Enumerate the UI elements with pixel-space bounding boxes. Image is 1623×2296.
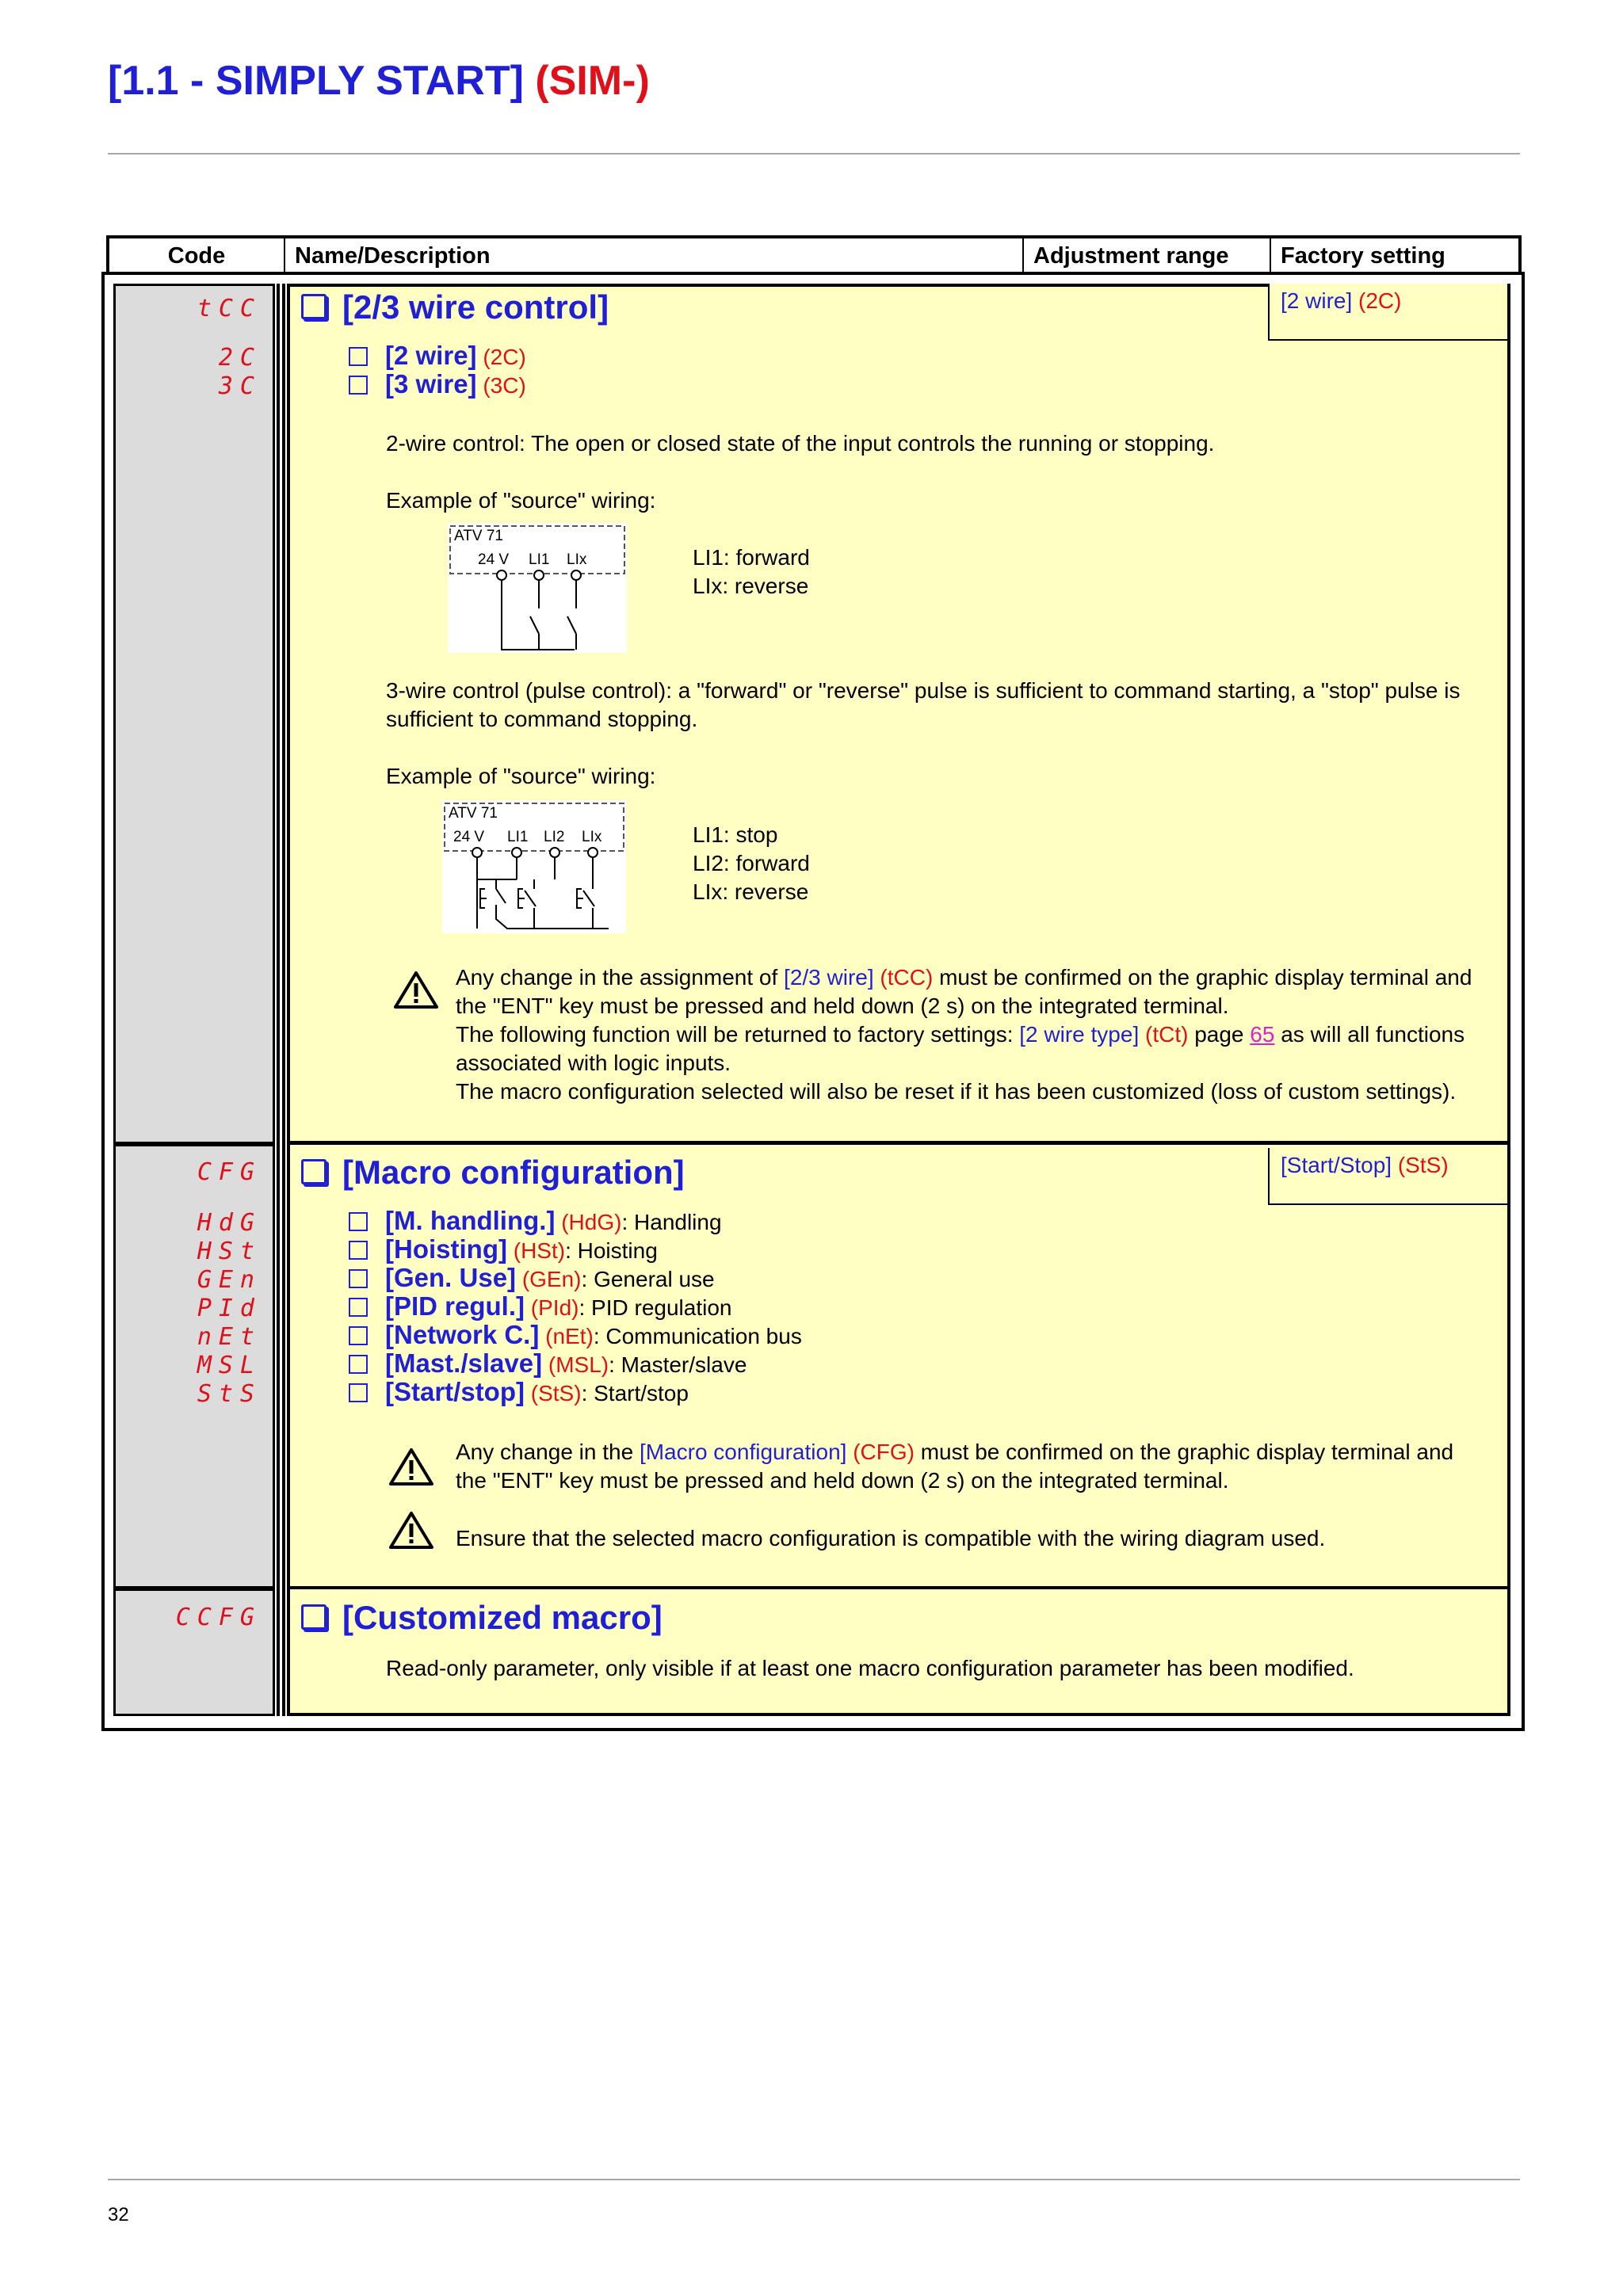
wiring1-legend-line: LIx: reverse — [693, 574, 809, 598]
option-abbr: (HdG) — [561, 1210, 622, 1234]
warning-code: (tCC) — [873, 965, 934, 990]
three-wire-description: 3-wire control (pulse control): a "forward" or "reverse" pulse is sufficient to command starting, a "stop" pulse is — [386, 678, 1461, 703]
ccfg-title-text: [Customized macro] — [342, 1599, 663, 1636]
tcc-factory-code: (2C) — [1358, 288, 1402, 313]
option-desc: : Communication bus — [593, 1324, 802, 1348]
option-box-icon — [349, 1269, 368, 1288]
header-factory-setting: Factory setting — [1281, 243, 1445, 269]
option-label: [Mast./slave] — [385, 1348, 543, 1378]
option-desc: : Hoisting — [565, 1238, 658, 1263]
option-abbr: (StS) — [530, 1381, 582, 1405]
cfg-option-start-stop[interactable] — [349, 1377, 689, 1407]
cfg-option-network[interactable] — [349, 1320, 802, 1350]
option-label: [Start/stop] — [385, 1377, 525, 1406]
cfg-option-code: StS — [197, 1380, 262, 1408]
option-desc: : Start/stop — [581, 1381, 689, 1405]
option-abbr: (2C) — [483, 345, 526, 369]
wiring1-terminal: LI1 — [529, 551, 550, 568]
warning-text: page — [1188, 1022, 1251, 1047]
option-label: [2 wire] — [385, 341, 477, 370]
warning-icon — [388, 1447, 434, 1486]
cfg-option-general-use[interactable] — [349, 1263, 715, 1293]
option-desc: : PID regulation — [579, 1295, 732, 1320]
row-divider — [113, 1142, 275, 1146]
cfg-warning-line-2: the "ENT" key must be pressed and held down (2 s) on the integrated terminal. — [456, 1468, 1229, 1493]
cfg-factory-setting — [1268, 1148, 1507, 1205]
option-desc: : Master/slave — [609, 1352, 747, 1377]
wiring1-terminal: LIx — [567, 551, 587, 568]
cfg-option-code: MSL — [197, 1352, 262, 1379]
cfg-factory-label: [Start/Stop] — [1281, 1153, 1392, 1177]
warning-code: (tCt) — [1139, 1022, 1189, 1047]
header-name-description: Name/Description — [295, 243, 491, 269]
tcc-code: tCC — [197, 295, 262, 322]
option-label: [PID regul.] — [385, 1291, 525, 1321]
wiring1-terminal: 24 V — [478, 551, 510, 568]
option-abbr: (GEn) — [521, 1267, 582, 1291]
cfg-option-handling[interactable] — [349, 1206, 722, 1236]
option-label: [Gen. Use] — [385, 1263, 517, 1292]
column-divider — [277, 284, 280, 1716]
option-box-icon — [349, 376, 368, 395]
wiring1-legend-line: LI1: forward — [693, 545, 810, 570]
option-desc: : Handling — [621, 1210, 722, 1234]
page-link[interactable]: 65 — [1250, 1022, 1275, 1047]
wiring1-device: ATV 71 — [454, 528, 503, 544]
option-abbr: (PId) — [530, 1295, 579, 1320]
two-wire-wiring-diagram — [448, 523, 627, 653]
header-code: Code — [167, 243, 226, 269]
cfg-option-master-slave[interactable] — [349, 1348, 747, 1379]
ccfg-description: Read-only parameter, only visible if at least one macro configuration parameter has been modified. — [386, 1656, 1354, 1680]
warning-ref: [2/3 wire] — [784, 965, 874, 990]
checkbox-icon — [301, 1159, 327, 1184]
warning-text: must be confirmed on the graphic display terminal and — [933, 965, 1472, 990]
ccfg-title — [301, 1599, 663, 1637]
cfg-option-code: GEn — [197, 1266, 262, 1294]
tcc-option-2-wire[interactable] — [349, 341, 526, 371]
warning-text: The following function will be returned to factory settings: — [456, 1022, 1020, 1047]
warning-text: as will all functions — [1274, 1022, 1465, 1047]
ccfg-code: CCFG — [175, 1604, 262, 1631]
option-box-icon — [349, 1326, 368, 1345]
page-title-prefix: [1.1 - SIMPLY START] — [108, 58, 524, 104]
tcc-option-code: 2C — [218, 344, 262, 372]
warning-ref: [Macro configuration] — [639, 1440, 847, 1464]
bottom-divider — [108, 2179, 1520, 2180]
option-box-icon — [349, 347, 368, 366]
tcc-factory-setting — [1268, 284, 1507, 341]
wiring2-terminal: LI1 — [507, 829, 529, 845]
wiring2-legend-line: LI1: stop — [693, 822, 778, 847]
tcc-warning-line-1 — [456, 963, 1472, 992]
wiring2-terminal: LIx — [582, 829, 602, 845]
warning-code: (CFG) — [846, 1440, 915, 1464]
tcc-title-text: [2/3 wire control] — [342, 288, 609, 326]
option-label: [3 wire] — [385, 369, 477, 399]
header-adjustment-range: Adjustment range — [1033, 243, 1229, 269]
tcc-warning-line-4: associated with logic inputs. — [456, 1051, 731, 1075]
wiring2-terminal: 24 V — [453, 829, 485, 845]
warning-text: Any change in the assignment of — [456, 965, 785, 990]
code-column — [113, 284, 275, 1716]
warning-text: Any change in the — [456, 1440, 640, 1464]
cfg-option-hoisting[interactable] — [349, 1234, 658, 1264]
tcc-warning-line-3 — [456, 1020, 1465, 1049]
header-separator — [1270, 238, 1271, 273]
warning-text: must be confirmed on the graphic display terminal and — [914, 1440, 1454, 1464]
page-number: 32 — [108, 2204, 129, 2225]
option-abbr: (MSL) — [548, 1352, 609, 1377]
tcc-warning-line-2: the "ENT" key must be pressed and held down (2 s) on the integrated terminal. — [456, 994, 1229, 1018]
cfg-option-code: PId — [197, 1295, 262, 1322]
wiring2-terminal: LI2 — [544, 829, 565, 845]
cfg-title — [301, 1154, 685, 1192]
tcc-warning-line-5: The macro configuration selected will also be reset if it has been customized (loss of custom settings). — [456, 1079, 1457, 1104]
tcc-factory-label: [2 wire] — [1281, 288, 1353, 313]
option-box-icon — [349, 1298, 368, 1317]
option-abbr: (nEt) — [545, 1324, 594, 1348]
warning-ref: [2 wire type] — [1019, 1022, 1140, 1047]
wiring2-device: ATV 71 — [449, 805, 498, 822]
cfg-title-text: [Macro configuration] — [342, 1154, 685, 1191]
column-divider — [282, 284, 285, 1716]
table-header — [106, 235, 1522, 273]
option-box-icon — [349, 1383, 368, 1402]
tcc-title — [301, 288, 609, 326]
example-label: Example of "source" wiring: — [386, 764, 656, 788]
two-wire-description: 2-wire control: The open or closed state of the input controls the running or stopping. — [386, 431, 1215, 456]
example-label: Example of "source" wiring: — [386, 488, 656, 513]
option-desc: : General use — [581, 1267, 715, 1291]
cfg-option-pid[interactable] — [349, 1291, 731, 1322]
option-label: [Hoisting] — [385, 1234, 507, 1264]
option-label: [Network C.] — [385, 1320, 540, 1349]
cfg-factory-code: (StS) — [1397, 1153, 1449, 1177]
page-title — [108, 57, 650, 105]
option-box-icon — [349, 1355, 368, 1374]
warning-icon — [388, 1510, 434, 1550]
cfg-code: CFG — [197, 1158, 262, 1186]
header-separator — [1022, 238, 1024, 273]
option-box-icon — [349, 1241, 368, 1260]
option-abbr: (3C) — [483, 373, 526, 398]
top-divider — [108, 153, 1520, 154]
cfg-option-code: HdG — [197, 1209, 262, 1237]
checkbox-icon — [301, 1604, 327, 1630]
three-wire-description: sufficient to command stopping. — [386, 707, 698, 731]
option-abbr: (HSt) — [513, 1238, 566, 1263]
header-separator — [284, 238, 285, 273]
tcc-option-code: 3C — [218, 372, 262, 400]
tcc-option-3-wire[interactable] — [349, 369, 526, 399]
page-title-code: (SIM-) — [535, 58, 650, 104]
option-label: [M. handling.] — [385, 1206, 556, 1235]
checkbox-icon — [301, 294, 327, 319]
option-box-icon — [349, 1212, 368, 1231]
three-wire-wiring-diagram — [442, 800, 626, 933]
cfg-option-code: nEt — [197, 1323, 262, 1351]
wiring2-legend-line: LI2: forward — [693, 851, 810, 875]
row-divider — [113, 1586, 275, 1591]
wiring2-legend-line: LIx: reverse — [693, 879, 809, 904]
cfg-warning-compatibility: Ensure that the selected macro configuration is compatible with the wiring diagram used. — [456, 1526, 1326, 1550]
warning-icon — [393, 970, 439, 1009]
cfg-option-code: HSt — [197, 1238, 262, 1265]
cfg-warning-line-1 — [456, 1438, 1453, 1466]
